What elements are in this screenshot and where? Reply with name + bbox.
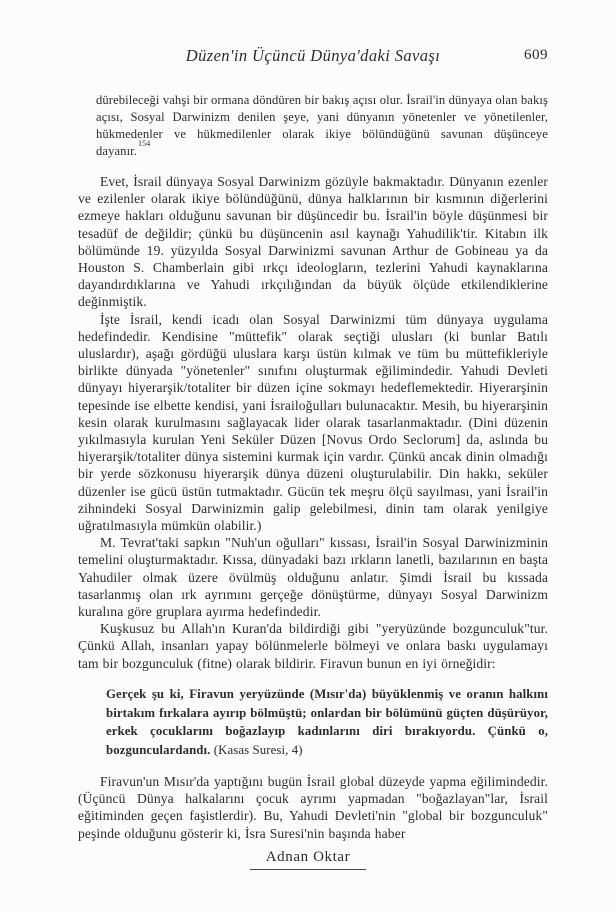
author-name: Adnan Oktar (250, 849, 367, 870)
running-title: Düzen'in Üçüncü Dünya'daki Savaşı (185, 46, 441, 65)
page-body (78, 92, 548, 842)
closing-paragraph: Firavun'un Mısır'da yaptığını bugün İsrail global düzeyde yapma eğilimindedir. (Üçüncü Dünya halkalarını çocuk ayrımı yapmadan "boğazlayan"lar, İsrail eğitiminden geçen faşistlerdir). Bu, Yahudi Devleti'nin "global bir bozgunculuk" peşinde olduğunu gösterir ki, İsra Suresi'nin başında haber (78, 774, 548, 841)
footnote-reference: 154 (138, 138, 151, 148)
paragraph-tevrat-kissasi: M. Tevrat'taki sapkın "Nuh'un oğulları" kıssası, İsrail'in Sosyal Darwinizminin temelini oluşturmaktadır. Kıssa, dünyadaki bazı ırkların lanetli, bazılarının en başta Yahudiler olmak üzere övülmüş olduğunu anlatır. Şimdi İsrail bu kıssada tasarlanmış olan ırk ayrımını gerçeğe dönüştürme, dünyayı Sosyal Darwinizm kuralına göre gruplara ayırma hedefindedir. (78, 535, 548, 620)
paragraph-sosyal-darwinizm: Evet, İsrail dünyaya Sosyal Darwinizm gözüyle bakmaktadır. Dünyanın ezenler ve ezilenler olarak ikiye bölündüğünü, dünya halklarının bir kısmının diğerlerini ezmeye hakları olduğunu savunan bir düşüncedir bu. İsrail'in böyle düşünmesi bir tesadüf de değildir; çünkü bu düşüncenin asıl kaynağı Yahudilik'tir. Kitabın ilk bölümünde 19. yüzyılda Sosyal Darwinizmi savunan Arthur de Gobineau ya da Houston S. Chamberlain gibi ırkçı ideologların, tezlerini Yahudi kaynaklarına dayandırdıklarına ve Yahudi ırkçılığından da büyük ölçüde etkilendiklerine değinmiştik. (78, 174, 548, 310)
quran-quote-block (106, 685, 548, 760)
page-number: 609 (524, 47, 548, 63)
paragraph-bozgunculuk: Kuşkusuz bu Allah'ın Kuran'da bildirdiği gibi "yeryüzünde bozgunculuk"tur. Çünkü Allah, insanları yapay bölünmelerle bölmeyi ve onlara baskı uygulamayı tam bir bozgunculuk (fitne) olarak bildirir. Firavun bunun en iyi örneğidir: (78, 621, 548, 671)
page-footer (0, 848, 616, 870)
quote-source: (Kasas Suresi, 4) (213, 743, 303, 758)
page-header (78, 46, 548, 70)
intro-paragraph (96, 92, 548, 160)
quote-text: Gerçek şu ki, Firavun yeryüzünde (Mısır'da) büyüklenmiş ve oranın halkını birtakım fırkalara ayırıp bölmüştü; onlardan bir bölümünü güçten düşürüyor, erkek çocuklarını boğazlayıp kadınlarını diri bırakıyordu. Çünkü o, bozgunculardandı. (106, 686, 548, 758)
paragraph-iste-israil: İşte İsrail, kendi icadı olan Sosyal Darwinizmi tüm dünyaya uygulama hedefindedir. Kendisine "müttefik" olarak seçtiği ulusları (ki bunlar Batılı uluslardır), aşağı gördüğü uluslara karşı üstün kılmak ve tüm bu müttefikleriyle birlikte dünyada "yönetenler" sınıfını oluşturmak eğilimindedir. Yahudi Devleti dünyayı hiyerarşik/totaliter bir düzen içine sokmayı hedeflemektedir. Hiyerarşinin tepesinde ise elbette kendisi, yani İsrailoğulları bulunacaktır. Mesih, bu hiyerarşinin kesin olarak kurulmasını sağlayacak lider olarak tasarlanmaktadır. (Dini düzenin yıkılmasıyla kurulan Yeni Seküler Düzen [Novus Ordo Seclorum] da, aslında bu hiyerarşik/totaliter dünya sistemini kurmak için vardır. Çünkü ancak dinin olmadığı bir yerde sözkonusu hiyerarşik dünya düzeni oluşturulabilir. Din hakkı, seküler düzenler ise gücü üstün tutmaktadır. Gücün tek meşru ölçü sayılması, yani İsrail'in zihnindeki Sosyal Darwinizmin galip gelebilmesi, dinin tam olarak yenilgiye uğratılmasıyla mümkün olabilir.) (78, 311, 548, 534)
intro-paragraph-text: dürebileceği vahşi bir ormana döndüren bir bakış açısı olur. İsrail'in dünyaya olan bakış açısı, Sosyal Darwinizm denilen şeye, yani dünyanın yönetenler ve yönetilenler, hükmedenler ve hükmedilenler olarak ikiye bölündüğünü savunan düşünceye dayanır. (96, 93, 548, 158)
